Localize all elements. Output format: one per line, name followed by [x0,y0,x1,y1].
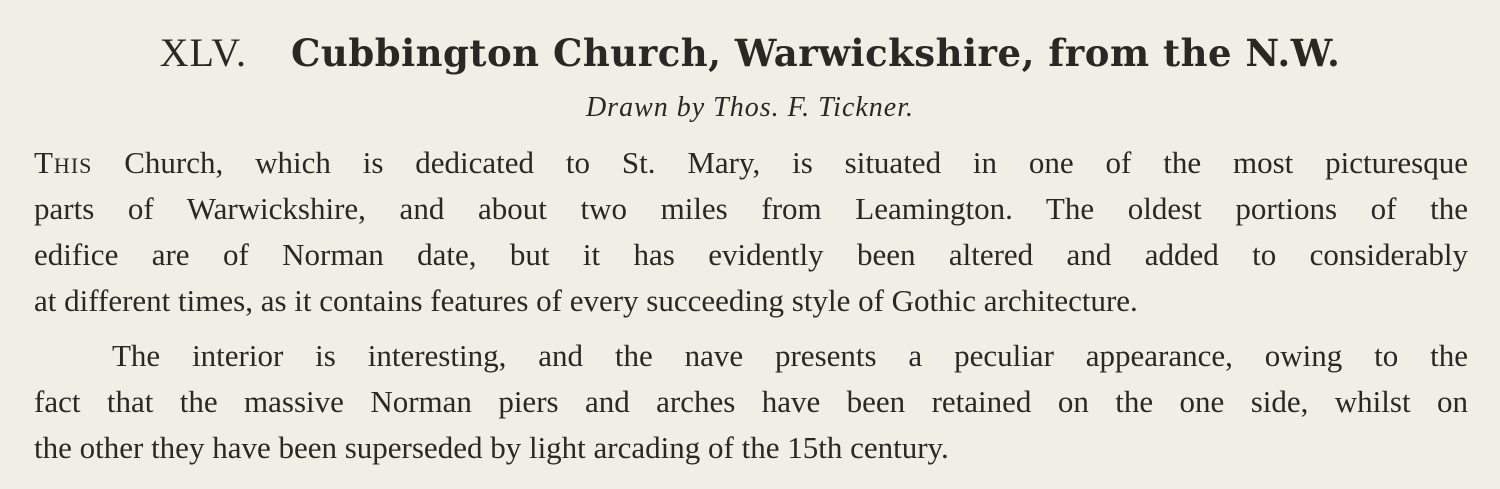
paragraph-1-line-1 [34,140,1468,186]
plate-numeral: XLV. [159,30,247,75]
paragraph-2-line-1: The interior is interesting, and the nave presents a peculiar appearance, owing to the [112,338,1468,373]
paragraph-1-line-2: parts of Warwickshire, and about two miles from Leamington. The oldest portions of the [34,191,1468,226]
paragraph-1 [34,140,1468,324]
plate-title: Cubbington Church, Warwickshire, from the N.W. [290,31,1341,75]
paragraph-1-line-4: at different times, as it contains features of every succeeding style of Gothic architecture. [34,283,1138,318]
paragraph-2-line-2: fact that the massive Norman piers and arches have been retained on the one side, whilst on [34,384,1468,419]
plate-heading [0,30,1500,76]
paragraph-1-line-1-text: Church, which is dedicated to St. Mary, is situated in one of the most picturesque [92,145,1468,180]
plate-byline: Drawn by Thos. F. Tickner. [585,92,915,123]
lead-word: This [34,145,93,180]
paragraph-2 [34,333,1468,471]
paragraph-1-line-3: edifice are of Norman date, but it has evidently been altered and added to considerably [34,237,1468,272]
paragraph-2-line-3: the other they have been superseded by light arcading of the 15th century. [34,430,949,465]
